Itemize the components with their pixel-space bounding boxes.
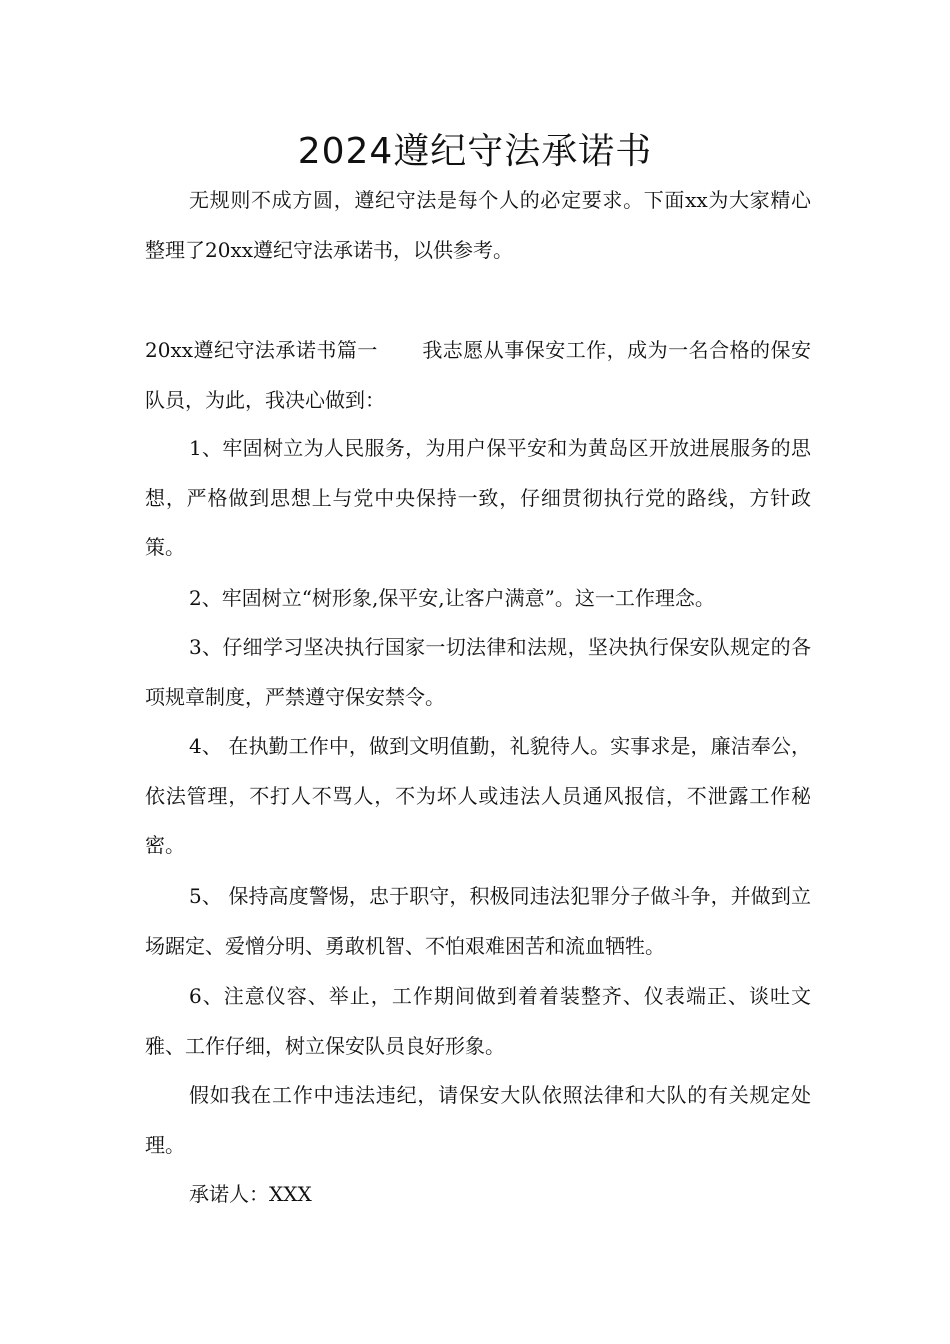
- document-title: 2024遵纪守法承诺书: [297, 131, 653, 172]
- item-5: 5、 保持高度警惕，忠于职守，积极同违法犯罪分子做斗争，并做到立场踞定、爱憎分明、勇敢机智、不怕艰难困苦和流血牺牲。: [145, 884, 811, 958]
- intro-paragraph: 无规则不成方圆，遵纪守法是每个人的必定要求。下面xx为大家精心整理了20xx遵纪守法承诺书，以供参考。: [145, 188, 811, 262]
- item-2: 2、牢固树立“树形象,保平安,让客户满意”。这一工作理念。: [189, 586, 715, 610]
- item-3: 3、仔细学习坚决执行国家一切法律和法规，坚决执行保安队规定的各项规章制度，严禁遵守保安禁令。: [145, 635, 811, 709]
- item-6: 6、注意仪容、举止，工作期间做到着着装整齐、仪表端正、谈吐文雅、工作仔细，树立保安队员良好形象。: [145, 984, 811, 1058]
- item-4: 4、 在执勤工作中，做到文明值勤，礼貌待人。实事求是，廉洁奉公，依法管理，不打人不骂人，不为坏人或违法人员通风报信，不泄露工作秘密。: [145, 734, 811, 857]
- section-paragraph: [145, 326, 811, 425]
- section-opening: 我志愿从事保安工作，成为一名合格的保安队员，为此，我决心做到：: [145, 338, 812, 412]
- section-heading: 20xx遵纪守法承诺书篇一: [145, 338, 378, 362]
- signature-line: 承诺人：XXX: [189, 1182, 312, 1206]
- item-1: 1、牢固树立为人民服务，为用户保平安和为黄岛区开放进展服务的思想，严格做到思想上与党中央保持一致，仔细贯彻执行党的路线，方针政策。: [145, 436, 811, 559]
- closing-paragraph: 假如我在工作中违法违纪，请保安大队依照法律和大队的有关规定处理。: [145, 1083, 811, 1157]
